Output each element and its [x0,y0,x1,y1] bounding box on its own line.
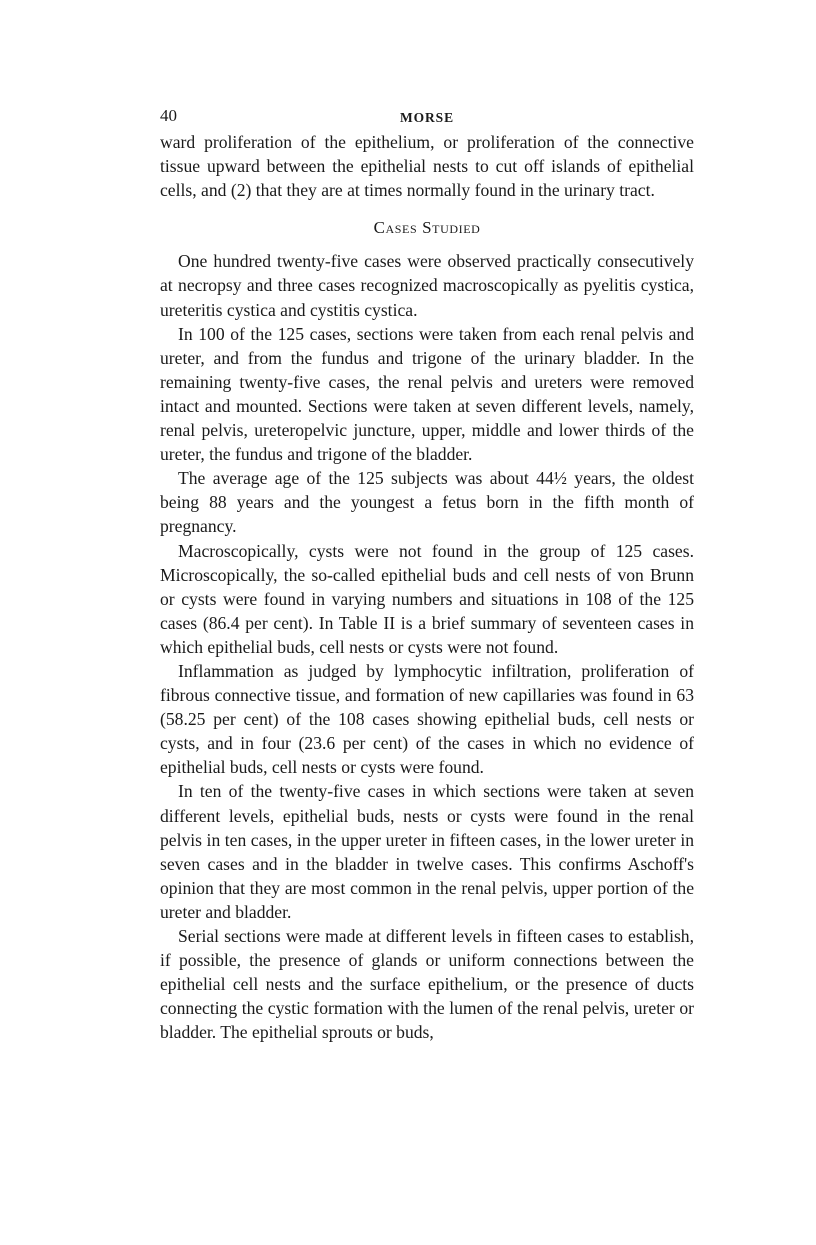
page-number: 40 [160,106,177,125]
paragraph-continued: ward proliferation of the epithelium, or proliferation of the connective tissue upward between the epithelial nests to cut off islands of epithelial cells, and (2) that they are at times normally found in the urinary tract. [160,132,694,201]
document-page [160,100,694,1044]
section-heading: Cases Studied [373,218,481,238]
paragraph: Macroscopically, cysts were not found in the group of 125 cases. Microscopically, the so-called epithelial buds and cell nests of von Brunn or cysts were found in varying numbers and situations in 108 of the 125 cases (86.4 per cent). In Table II is a brief summary of seventeen cases in which epithelial buds, cell nests or cysts were not found. [160,540,694,657]
paragraph: Serial sections were made at different levels in fifteen cases to establish, if possible, the presence of glands or uniform connections between the epithelial cell nests and the surface epithelium, or the presence of ducts connecting the cystic formation with the lumen of the renal pelvis, ureter or bladder. The epithelial sprouts or buds, [160,926,694,1043]
paragraph: One hundred twenty-five cases were observed practically consecutively at necropsy and three cases recognized macroscopically as pyelitis cystica, ureteritis cystica and cystitis cystica. [160,251,694,320]
running-head: MORSE [399,110,454,125]
paragraph: The average age of the 125 subjects was about 44½ years, the oldest being 88 years and the youngest a fetus born in the fifth month of pregnancy. [160,468,694,537]
paragraph: In ten of the twenty-five cases in which sections were taken at seven different levels, epithelial buds, nests or cysts were found in the renal pelvis in ten cases, in the upper ureter in fifteen cases, in the lower ureter in seven cases and in the bladder in twelve cases. This confirms Aschoff's opinion that they are most common in the renal pelvis, upper portion of the ureter and bladder. [160,781,694,922]
paragraph: In 100 of the 125 cases, sections were taken from each renal pelvis and ureter, and from the fundus and trigone of the urinary bladder. In the remaining twenty-five cases, the renal pelvis and ureters were removed intact and mounted. Sections were taken at seven different levels, namely, renal pelvis, ureteropelvic juncture, upper, middle and lower thirds of the ureter, the fundus and trigone of the bladder. [160,323,694,465]
page-header [160,100,694,130]
paragraph: Inflammation as judged by lymphocytic infiltration, proliferation of fibrous connective tissue, and formation of new capillaries was found in 63 (58.25 per cent) of the 108 cases showing epithelial buds, cell nests or cysts, and in four (23.6 per cent) of the cases in which no evidence of epithelial buds, cell nests or cysts were found. [160,660,694,778]
